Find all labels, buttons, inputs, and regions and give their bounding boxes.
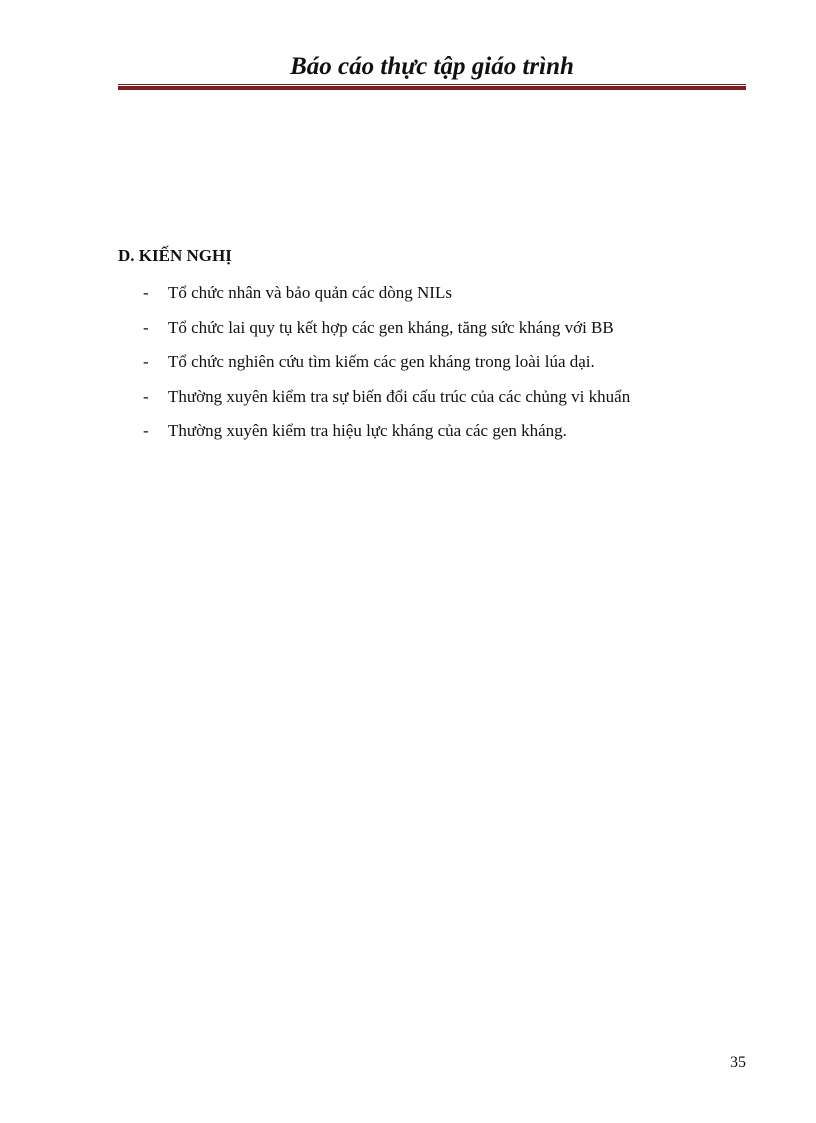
page-number: 35 bbox=[730, 1054, 746, 1071]
list-bullet: - bbox=[143, 386, 149, 406]
list-item-text: Tổ chức nghiên cứu tìm kiếm các gen kháng trong loài lúa dại. bbox=[168, 352, 595, 371]
list-item-text: Tổ chức lai quy tụ kết hợp các gen kháng, tăng sức kháng với BB bbox=[168, 317, 614, 337]
list-item-text: Thường xuyên kiểm tra sự biến đổi cấu trúc của các chủng vi khuẩn bbox=[168, 386, 631, 406]
header-divider bbox=[118, 84, 746, 90]
list-item-text: Thường xuyên kiểm tra hiệu lực kháng của các gen kháng. bbox=[168, 421, 567, 440]
list-bullet: - bbox=[143, 317, 149, 337]
page-header-title: Báo cáo thực tập giáo trình bbox=[290, 53, 574, 80]
header-divider-thin-line bbox=[118, 84, 746, 85]
list-bullet: - bbox=[143, 421, 149, 440]
header-divider-thick-line bbox=[118, 86, 746, 90]
section-heading: D. KIẾN NGHỊ bbox=[118, 246, 232, 265]
list-item-text: Tổ chức nhân và bảo quản các dòng NILs bbox=[168, 283, 452, 302]
list-bullet: - bbox=[143, 352, 149, 371]
list-bullet: - bbox=[143, 283, 149, 302]
